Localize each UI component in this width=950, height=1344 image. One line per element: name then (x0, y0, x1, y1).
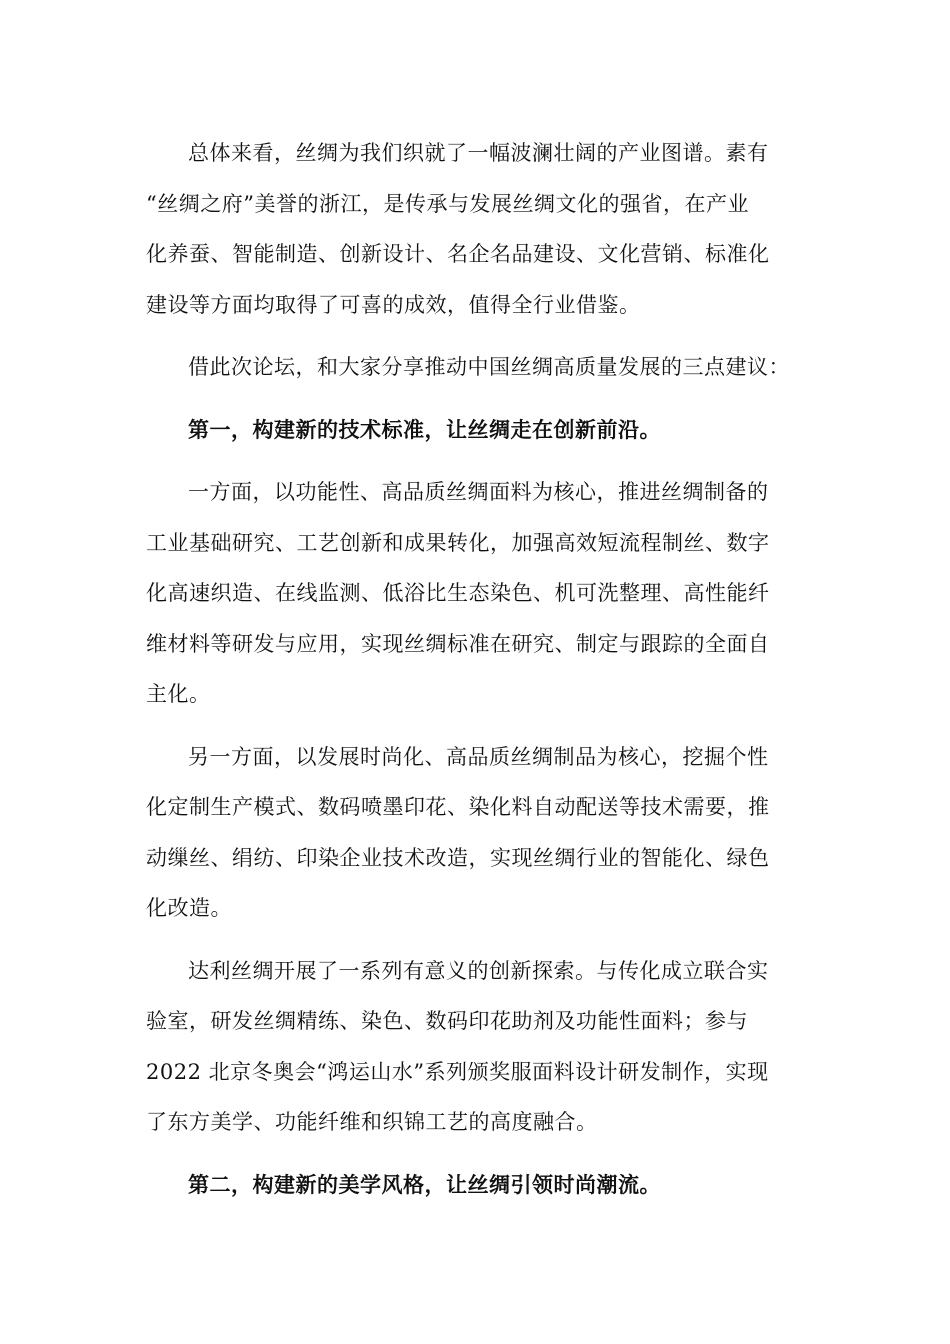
paragraph-dali-silk (146, 946, 806, 1148)
paragraph-overview (146, 128, 806, 330)
section-heading-second (146, 1160, 806, 1211)
text-line: 化高速织造、在线监测、低浴比生态染色、机可洗整理、高性能纤 (146, 581, 770, 605)
heading-text: 第二，构建新的美学风格，让丝绸引领时尚潮流。 (188, 1171, 661, 1197)
text-line: 验室，研发丝绸精练、染色、数码印花助剂及功能性面料；参与 (146, 1009, 748, 1033)
document-page (146, 128, 806, 1210)
text-line: 了东方美学、功能纤维和织锦工艺的高度融合。 (146, 1110, 598, 1134)
text-line: “丝绸之府”美誉的浙江，是传承与发展丝绸文化的强省，在产业 (146, 191, 749, 216)
text-line: 建设等方面均取得了可喜的成效，值得全行业借鉴。 (146, 292, 641, 317)
text-line: 动缫丝、绢纺、印染企业技术改造，实现丝绸行业的智能化、绿色 (146, 845, 770, 870)
text-line: 化改造。 (146, 896, 232, 920)
text-line: 另一方面，以发展时尚化、高品质丝绸制品为核心，挖掘个性 (188, 744, 769, 769)
text-line: 一方面，以功能性、高品质丝绸面料为核心，推进丝绸制备的 (188, 480, 769, 504)
text-line: 总体来看，丝绸为我们织就了一幅波澜壮阔的产业图谱。素有 (188, 141, 769, 165)
text-line: 2022 北京冬奥会“鸿运山水”系列颁奖服面料设计研发制作，实现 (146, 1059, 769, 1084)
text-line: 化定制生产模式、数码喷墨印花、染化料自动配送等技术需要，推 (146, 795, 770, 819)
paragraph-one-aspect (146, 467, 806, 720)
text-line: 化养蚕、智能制造、创新设计、名企名品建设、文化营销、标准化 (146, 242, 770, 266)
text-line: 维材料等研发与应用，实现丝绸标准在研究、制定与跟踪的全面自 (146, 631, 770, 656)
text-line: 借此次论坛，和大家分享推动中国丝绸高质量发展的三点建议： (188, 355, 790, 379)
text-line: 达利丝绸开展了一系列有意义的创新探索。与传化成立联合实 (188, 958, 769, 983)
paragraph-intro (146, 342, 806, 393)
text-line: 主化。 (146, 682, 211, 706)
text-line: 工业基础研究、工艺创新和成果转化，加强高效短流程制丝、数字 (146, 530, 770, 555)
heading-text: 第一，构建新的技术标准，让丝绸走在创新前沿。 (188, 416, 661, 442)
paragraph-other-aspect (146, 732, 806, 934)
section-heading-first (146, 405, 806, 456)
